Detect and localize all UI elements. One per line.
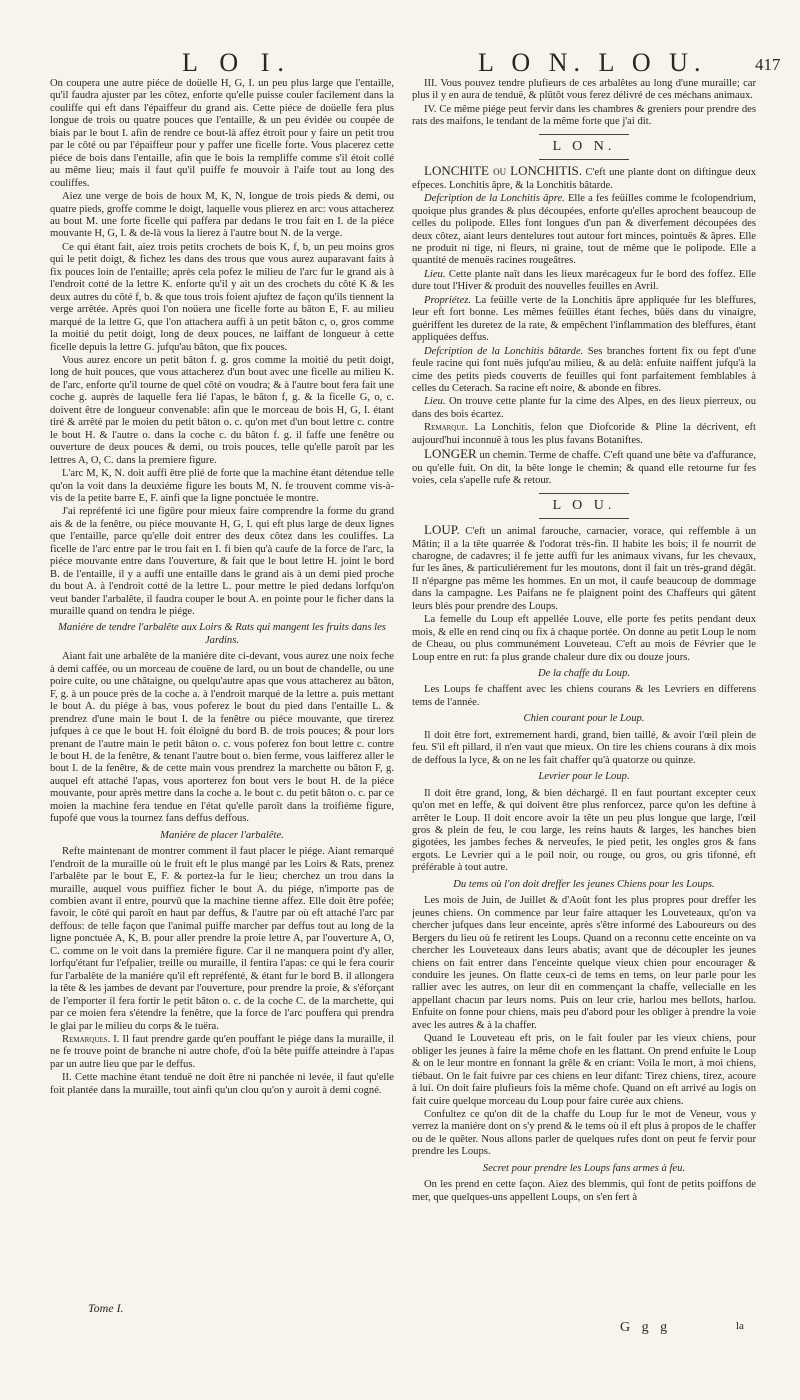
paragraph: IV. Ce même piége peut fervir dans les chambres & greniers pour prendre des rats des maifons, le tendant de la même forte que j'ai dit. bbox=[412, 103, 756, 128]
paragraph: Il doit être grand, long, & bien déchargé. Il en faut pourtant excepter ceux qu'on met en leffe, & qui doivent être plus renforcez, parce qu'on les deftine à arrêter le Loup. Il doit encore avoir la tête un peu plus longue que large, l'œil gros & plein de feu, le cou large, les reins hauts & larges, les hanches bien gigotées, les jambes feches & nerveufes, le pied petit, les ongles gros & fans ergots. Le Levrier qui a le poil noir, ou rouge, ou gros, ou gris tifonné, eft préférable à tout autre. bbox=[412, 787, 756, 874]
paragraph bbox=[50, 1034, 394, 1071]
entry-text: C'eft un animal farouche, carnacier, vorace, qui reffemble à un Mâtin; il a la tête quarrée & l'odorat très-fin. Il habite les bois; il fe nourrit de charogne, de cadavres; il fe jette auffi fur les animaux vivans, fur les chevaux, fur les ânes, & particuliérement fur les moutons, dont il fait un très-grand dégât. Il n'épargne pas même les hommes. En un mot, il caufe beaucoup de dommage dans la campagne. Les Paifans ne fe plaignent point des Chaffeurs qui gâtent leurs blés pour prendre des Loups. bbox=[412, 526, 756, 612]
paragraph: III. Vous pouvez tendre plufieurs de ces arbalêtes au long d'une muraille; car plus il y en aura de tenduë, & plûtôt vous ferez délivré de ces méchans animaux. bbox=[412, 78, 756, 102]
subheading: Maniére de placer l'arbalête. bbox=[160, 829, 284, 841]
subheading: Maniére de tendre l'arbalête aux Loirs & Rats qui mangent les fruits dans les Jardins. bbox=[58, 622, 386, 646]
paragraph: Refte maintenant de montrer comment il faut placer le piége. Aiant remarqué l'endroit de la muraille où le fruit eft le plus mangé par les Loirs & Rats, prenez l'arbalête par le bout E, F. & portez-la fur le lieu; cherchez un trou dans la muraille, auquel vous puiffiez ficher le bout A. du piége, n'importe pas de combien avant il entre, pourvû que la machine tienne affez. Elle doit être pofée; favoir, le côté qui paroît en haut par deffus, & l'autre par où eft attaché l'arc par deffous: de telle façon que l'animal puiffe marcher par deffus tout au long de la ligne ponctuée A, K, B. pour aller prendre la proie lettre A, par l'ouverture A, O, C. comme on le voit dans la premiére figure. Car il ne manquera point d'y aller, lorfqu'étant fur l'efpalier, treille ou muraille, il fentira l'apas: ce qui le fera courir fur l'arbalête de la maniére qu'il eft repréfenté, & étant fur le bord B. il allongera la tête & les jambes de devant par l'ouverture, pour prendre la proie, & s'éforçant de l'emporter il fera fortir le petit bâton o. c. de la coche C. de la marchette, qui par ce moien fera s'étendre la fenêtre, que la force de l'arc pouffera qui prendra le glai par le milieu du corps & le tuëra. bbox=[50, 846, 394, 1032]
run-in-heading: Lieu. bbox=[424, 268, 446, 280]
right-column bbox=[412, 78, 756, 1378]
subheading: Du tems où l'on doit dreffer les jeunes Chiens pour les Loups. bbox=[453, 878, 715, 890]
volume-label: Tome I. bbox=[88, 1301, 124, 1315]
entry-headword: LONCHITE ou LONCHITIS. bbox=[424, 163, 583, 179]
entry bbox=[412, 524, 756, 613]
entry bbox=[412, 165, 756, 192]
catchword: la bbox=[736, 1320, 744, 1332]
paragraph bbox=[412, 295, 756, 345]
paragraph: Les Loups fe chaffent avec les chiens courans & les Levriers en differens tems de l'année. bbox=[412, 684, 756, 708]
divider bbox=[539, 134, 629, 135]
divider bbox=[539, 518, 629, 519]
paragraph: L'arc M, K, N. doit auffi être plié de forte que la machine étant détendue telle qu'on la voit dans la deuxiéme figure les bouts M, N. fe trouvent comme vis-à-vis de la petite barre E, F. ainfi que la ligne ponctuée le montre. bbox=[50, 468, 394, 504]
subheading: Chien courant pour le Loup. bbox=[523, 713, 645, 725]
paragraph: Les mois de Juin, de Juillet & d'Août font les plus propres pour dreffer les jeunes chiens. On commence par leur faire attaquer les Louveteaux, qu'on va chercher jufques dans leur enceinte, après s'être informé des Laboureurs ou des Bergers du lieu où fe retirent les Loups. Quand on a reconnu cette enceinte on va chercher les Louveteaux dans leurs abatis; avant que de découpler les jeunes chiens on fait entrer dans l'enceinte quelque vieux chien pour encourager & conduire les jeunes. On flatte ceux-ci de tems en tems, on leur parle pour les rallier avec les autres, on leur dit en commençant la chaffe, vellecialle en les appellant chacun par leurs noms. Puis on leur crie, harlou mes bellots, harlou. Enfuite on fonne pour chiens, mais peu d'abord pour les obliger à prendre la voie avec les autres & à la chaffer. bbox=[412, 895, 756, 1031]
paragraph-text: I. Il faut prendre garde qu'en pouffant le piége dans la muraille, il ne fe trouve point de branche ni autre chofe, d'où la bête puiffe atteindre à l'apas par un autre lieu que par le deffus. bbox=[50, 1033, 394, 1070]
paragraph bbox=[412, 422, 756, 447]
paragraph bbox=[412, 396, 756, 421]
page-number: 417 bbox=[755, 55, 781, 74]
paragraph: Aiez une verge de bois de houx M, K, N, longue de trois pieds & demi, ou quatre pieds, groffe comme le doigt, laquelle vous plierez en arc: vous attacherez au bout M. une forte ficelle qui paffera par dedans le trou fait en I. de la piéce mouvante H, G, I. & de-là vous la lierez à l'autre bout N. de la verge. bbox=[50, 191, 394, 240]
section-heading: L O U. bbox=[552, 497, 616, 513]
paragraph bbox=[412, 346, 756, 396]
run-in-heading: Defcription de la Lonchitis bâtarde. bbox=[424, 345, 584, 357]
paragraph: Vous aurez encore un petit bâton f. g. gros comme la moitié du petit doigt, long de huit pouces, que vous attacherez d'un bout avec une ficelle au milieu K. de l'arc, enforte qu'il tourne de quel côté on voudra; & à l'autre bout fera fait une coche g. auprès de laquelle fera lié l'apas, le bâton f, g. & la ficelle G, o, c. doivent être de longueur convenable: afin que le morceau de bois H, G, I. étant tiré & arrêté par le moien du petit bâton o. c. qu'on met d'un bout lettre c. contre le bout H. & l'autre o. dans la coche c. du bâton f. g. il faffe une fenêtre ou ouverture de deux pouces & demi, ou trois pouces, telle qu'elle paroît par les lettres A, O, C. dans la premiere figure. bbox=[50, 354, 394, 466]
paragraph: Ce qui étant fait, aiez trois petits crochets de bois K, f, b, un peu moins gros qui le petit doigt, & fichez les dans des trous que vous aurez auparavant faits à fix pouces loin de l'entaille; après cela pofez le milieu de l'arc fur le grand ais à l'endroit cotté de la lettre K. enforte qu'il y ait un des crochets du côté K & les deux autres du côté f, b. & que tous trois foient ajuftez de façon qu'ils tiennent la verge arrêtée. Après quoi l'on noüera une ficelle forte au bâton E, F. au milieu marqué de la lettre G, que l'on attachera auffi à un petit bâton c, o, gros comme la moitié du petit doigt, long de deux pouces, ne laiffant de longueur à cette ficelle depuis la lettre G. jufqu'au bâton, que fix pouces. bbox=[50, 241, 394, 353]
paragraph: On coupera une autre piéce de doüelle H, G, I. un peu plus large que l'entaille, qu'il faudra ajuster par les côtez, enforte qu'elle puisse couler facilement dans la couliffe qui eft dans l'épaiffeur du grand ais. Cette piéce de doüelle fera plus longue de trois ou quatre pouces que l'entaille, & un peu évidée ou coupée de biais par le bout I. afin de rendre ce bout-là affez étroit pour y faire un petit trou par le côté ou par l'épaiffeur pour y paffer une ficelle forte. Vous placerez cette piéce de bois dans l'entaille, afin que le bois la rempliffe comme s'il étoit collé au même lieu; mais il faut qu'il puiffe fe mouvoir à l'aife tout au long des couliffes. bbox=[50, 78, 394, 189]
run-in-heading: Lieu. bbox=[424, 396, 446, 408]
entry bbox=[412, 448, 756, 487]
divider bbox=[539, 493, 629, 494]
running-head-right: L O N. L O U. bbox=[478, 48, 707, 77]
paragraph: Quand le Louveteau eft pris, on le fait fouler par les vieux chiens, pour obliger les jeunes à faire la même chofe en les flattant. On prend enfuite le Loup & on le leur montre en fonnant la grêle & en criant: Voila le mort, à moi chiens, tiébaut. On le fait fuivre par ces chiens en leur difant: Tirez chiens, tirez, acoure à lui. On doit faire plufieurs fois la même chofe. Quand on eft arrivé au logis on fait cuire quelque morceau du Loup pour faire curée aux chiens. bbox=[412, 1033, 756, 1107]
paragraph-text: Ses branches fortent fix ou fept d'une feule racine qui font nuës jufqu'au milieu, & au delà: enfuite naiffent jufqu'à la cime des petits pieds couverts de feuilles qui font parfaitement femblables à celles du Ceterach. Sa racine eft noire, & abonde en fibres. bbox=[412, 345, 756, 394]
paragraph: Confultez ce qu'on dit de la chaffe du Loup fur le mot de Veneur, vous y verrez la maniére dont on s'y prend & le tems où il eft plus à propos de le chaffer ou de le quêter. Nous allons parler de quelques rufes dont on peut fe fervir pour prendre les Loups. bbox=[412, 1108, 756, 1158]
paragraph: La femelle du Loup eft appellée Louve, elle porte fes petits pendant deux mois, & elle en rend cinq ou fix à chaque portée. On donne au petit Loup le nom de Cheau, ou plus communément Louveteau. C'eft au mois de Février que le Loup entre en rut: fa plus grande chaleur dure dix ou douze jours. bbox=[412, 614, 756, 663]
subheading: Secret pour prendre les Loups fans armes à feu. bbox=[482, 1162, 686, 1174]
entry-text: C'eft une plante dont on diftingue deux efpeces. Lonchitis âpre, & la Lonchitis bâtarde. bbox=[412, 167, 756, 191]
subheading: De la chaffe du Loup. bbox=[537, 668, 631, 680]
section-heading: L O N. bbox=[552, 138, 616, 154]
run-in-heading: Remarques. bbox=[62, 1033, 111, 1045]
paragraph: II. Cette machine étant tenduë ne doit être ni panchée ni levée, il faut qu'elle foit plantée dans la muraille, tout ainfi qu'un clou qu'on y auroit à demi cogné. bbox=[50, 1072, 394, 1096]
paragraph-text: Cette plante naît dans les lieux marécageux fur le bord des foffez. Elle dure tout l'Hiver & produit des nouvelles feuilles en Avril. bbox=[412, 268, 756, 293]
paragraph bbox=[412, 269, 756, 294]
entry-headword: LONGER bbox=[424, 446, 477, 462]
paragraph bbox=[412, 193, 756, 268]
paragraph: J'ai repréfenté ici une figûre pour mieux faire comprendre la forme du grand ais & de la fenêtre, ou piéce mouvante H, G, I. qui eft plus large de deux lignes que l'entaille, parce qu'elle doit entrer des deux côtez dans les couliffes. La ficelle de l'arc entre par le trou fait en I. fi bien qu'à caufe de la force de l'arc, la piéce mouvante entre dans l'ouverture, & fait que le bout lettre H. joint le bord B. de l'entaille, il y a auffi une entaille dans le grand ais à un demi pied proche du bout A. à l'endroit cotté de la lettre L. pour mettre le pied dedans lorfqu'on veut bander l'arbalête, il faudra couper le bout A. en pointe pour le ficher dans la muraille quand on tendra le piége. bbox=[50, 506, 394, 618]
paragraph: Il doit être fort, extremement hardi, grand, bien taillé, & avoir l'œil plein de feu. S'il eft pillard, il n'en vaut que mieux. On tire les chiens courans à dix mois de deffous la lyce, & on ne les fait chaffer qu'à quatorze ou quinze. bbox=[412, 729, 756, 766]
run-in-heading: Propriétez. bbox=[424, 294, 471, 306]
entry-headword: LOUP. bbox=[424, 522, 460, 538]
subheading: Levrier pour le Loup. bbox=[538, 771, 630, 783]
entry-text: un chemin. Terme de chaffe. C'eft quand une bête va d'affurance, ou qu'elle fuit. On dit, la bête longe le chemin; & quand elle retourne fur fes voies, cela s'apelle rufe & retour. bbox=[412, 450, 756, 487]
running-head-left: L O I. bbox=[182, 48, 292, 77]
paragraph: Aiant fait une arbalête de la maniére dite ci-devant, vous aurez une noix feche à demi caffée, ou un morceau de couëne de lard, ou un bout de chandelle, ou une poire cuite, ou une châtaigne, ou quelqu'autre apas que vous attacherez au bâton, F, g. à un pouce près de la coche a. à l'endroit marqué de la lettre a. puis mettant le bout A. du piége à bas, vous poferez le bout du pied dans l'entaille L. & prendrez d'une main le bout I. de la fenêtre ou piéce mouvante, que tirerez jufques à ce que le bout H. foit éloigné du bord B. de trois pouces; & pour lors prenant de l'autre main le petit bâton o. c. vous poferez fon bout lettre c. contre le bout H. de la fenêtre, & tenant l'autre bout o. bien ferme, vous laifferez aller le bout I. de la fenêtre, & de cette main vous prendrez la marchette ou bâton F, g. auquel eft attaché l'apas, vous aporterez fon bout vers le bout H. de la piéce mouvante, pour après mettre dans la coche a. le bout c. du petit bâton o. c. par ce moien la machine fera tendue en l'état qu'elle paroît dans la troifiéme figure, fupofé que vous la tournez fans deffus deffous. bbox=[50, 651, 394, 825]
run-in-heading: Defcription de la Lonchitis âpre. bbox=[424, 193, 565, 205]
paragraph-text: On trouve cette plante fur la cime des Alpes, en des lieux pierreux, ou dans des bois écartez. bbox=[412, 396, 756, 420]
paragraph-text: La Lonchitis, felon que Diofcoride & Pline la décrivent, eft aujourd'hui inconnuë à tous les plus favans Botaniftes. bbox=[412, 422, 756, 446]
paragraph-text: Elle a fes feüilles comme le fcolopendrium, quoique plus grandes & plus découpées, enforte qu'elles aprochent beaucoup de celles du polipode. Elles font longues d'un pan & diverfement découpées des deux côtez, aiant leurs dentelures tout autour fort minces, pointuës & âpres. Elle ne produit ni tige, ni fleurs, ni graine, tout de même que le polipode. Elle a quantité de menuës racines rougeâtres. bbox=[412, 193, 756, 267]
signature-mark: G g g bbox=[620, 1320, 672, 1335]
paragraph: On les prend en cette façon. Aiez des blemmis, qui font de petits poiffons de mer, que quelques-uns appellent Loups, on s'en fert à bbox=[412, 1179, 756, 1203]
left-column bbox=[50, 78, 394, 1378]
paragraph-text: La feüille verte de la Lonchitis âpre appliquée fur les bleffures, leur eft fort bonne. Les mêmes feüilles étant feches, bûës dans du vinaigre, guériffent les duretez de la rate, & empêchent l'inflammation des bleffures, étant appliquées deffus. bbox=[412, 294, 756, 344]
run-in-heading: Remarque. bbox=[424, 422, 469, 434]
divider bbox=[539, 159, 629, 160]
